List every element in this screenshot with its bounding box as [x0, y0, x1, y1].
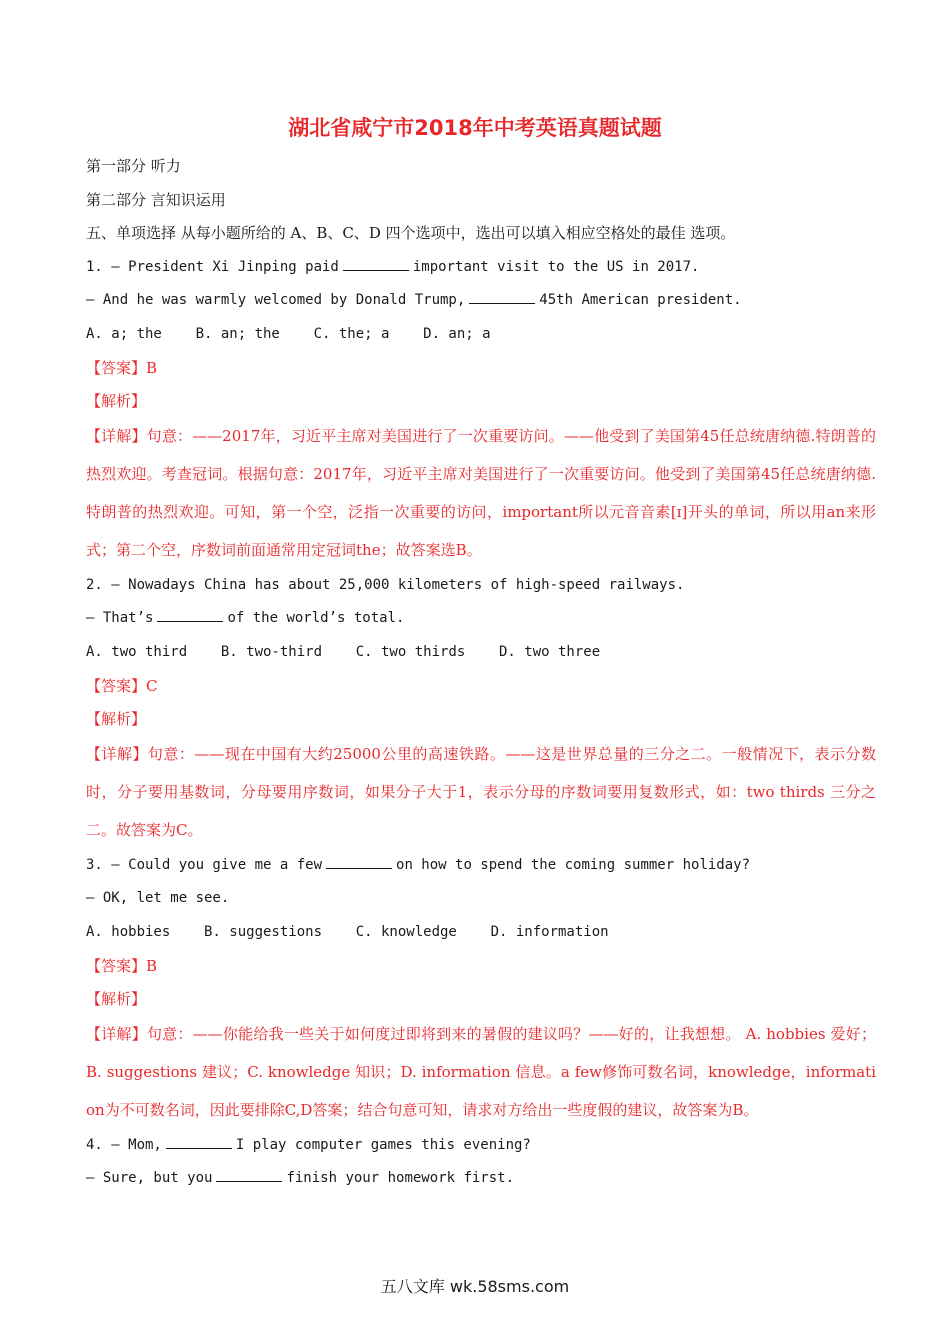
- question-2-detail: 【详解】句意：——现在中国有大约25000公里的高速铁路。——这是世界总量的三分之二。一般情况下，表示分数时，分子要用基数词，分母要用序数词，如果分子大于1，表示分母的序数词要用复数形式，如：two thirds 三分之二。故答案为C。: [86, 744, 876, 839]
- document-body: [86, 150, 876, 1196]
- question-1-detail: 【详解】句意：——2017年，习近平主席对美国进行了一次重要访问。——他受到了美国第45任总统唐纳德.特朗普的热烈欢迎。考查冠词。根据句意：2017年，习近平主席对美国进行了一次重要访问。他受到了美国第45任总统唐纳德.特朗普的热烈欢迎。可知，第一个空，泛指一次重要的访问，important所以元音音素[ɪ]开头的单词，所以用an来形式；第二个空，序数词前面通常用定冠词the；故答案选B。: [86, 426, 876, 559]
- answer-blank: [216, 1167, 282, 1182]
- question-2-response: — That’s of the world’s total.: [86, 602, 876, 636]
- part-one-heading: 第一部分 听力: [86, 157, 181, 175]
- question-3-stem: 3. — Could you give me a few on how to spend the coming summer holiday?: [86, 849, 876, 883]
- answer-blank: [326, 854, 392, 869]
- part-two-heading: 第二部分 言知识运用: [86, 190, 226, 209]
- question-3-analysis-label: 【解析】: [86, 990, 147, 1009]
- answer-blank: [157, 607, 223, 622]
- question-2-answer: 【答案】C: [86, 676, 158, 695]
- question-2-analysis-label: 【解析】: [86, 710, 147, 729]
- question-2-options: A. two third B. two-third C. two thirds D. two three: [86, 643, 601, 660]
- footer-watermark: 五八文库 wk.58sms.com: [380, 1277, 570, 1296]
- question-1-response: — And he was warmly welcomed by Donald Trump, 45th American president.: [86, 284, 876, 318]
- answer-blank: [343, 256, 409, 271]
- page-title: 湖北省咸宁市2018年中考英语真题试题: [288, 116, 662, 140]
- question-4-stem: 4. — Mom, I play computer games this evening?: [86, 1129, 876, 1163]
- answer-blank: [469, 289, 535, 304]
- question-1-stem: 1. — President Xi Jinping paid important visit to the US in 2017.: [86, 251, 876, 285]
- question-3-response: — OK, let me see.: [86, 890, 230, 907]
- answer-blank: [166, 1134, 232, 1149]
- question-3-answer: 【答案】B: [86, 956, 158, 975]
- question-1-answer: 【答案】B: [86, 358, 158, 377]
- question-1-options: A. a; the B. an; the C. the; a D. an; a: [86, 325, 491, 342]
- question-3-options: A. hobbies B. suggestions C. knowledge D. information: [86, 923, 609, 940]
- question-3-detail: 【详解】句意：——你能给我一些关于如何度过即将到来的暑假的建议吗？——好的，让我想想。 A. hobbies 爱好；B. suggestions 建议；C. knowledge 知识；D. information 信息。a few修饰可数名词，knowledge，information为不可数名词，因此要排除C,D答案；结合句意可知，请求对方给出一些度假的建议，故答案为B。: [86, 1024, 876, 1119]
- question-1-analysis-label: 【解析】: [86, 392, 147, 411]
- question-4-response: — Sure, but you finish your homework first.: [86, 1162, 876, 1196]
- section-five-instructions: 五、单项选择 从每小题所给的 A、B、C、D 四个选项中，选出可以填入相应空格处的最佳 选项。: [86, 224, 736, 243]
- question-2-stem: 2. — Nowadays China has about 25,000 kilometers of high-speed railways.: [86, 576, 685, 593]
